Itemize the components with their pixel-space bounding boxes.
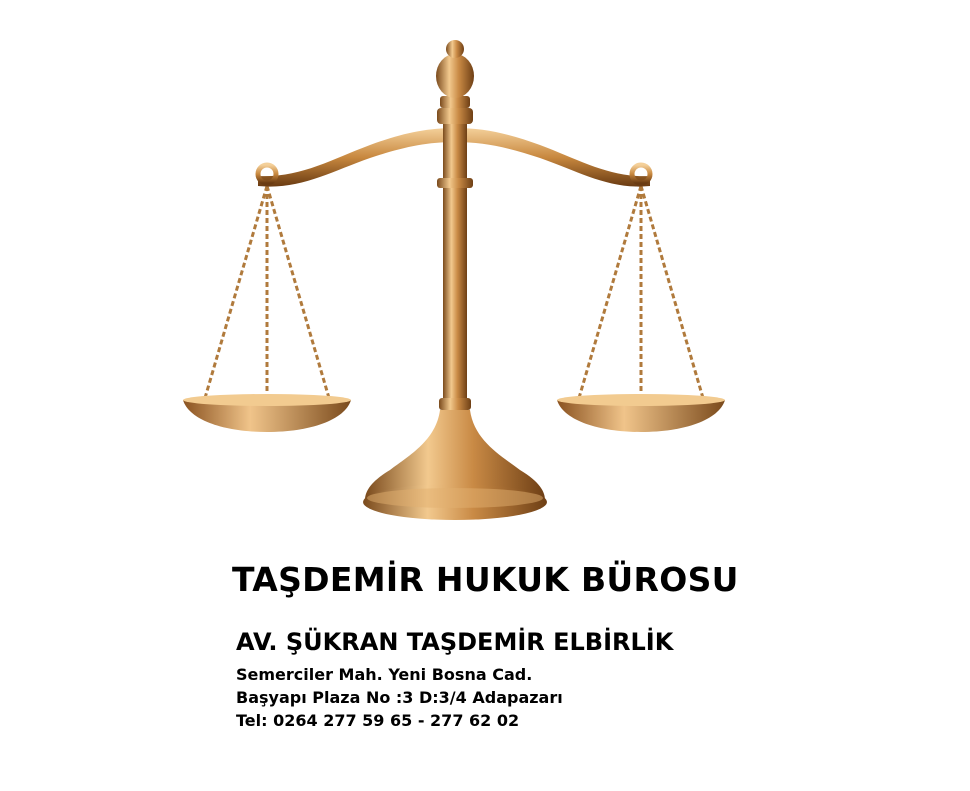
address-line-1: Semerciler Mah. Yeni Bosna Cad. — [236, 665, 533, 684]
firm-name: TAŞDEMİR HUKUK BÜROSU — [232, 560, 739, 599]
left-chains — [205, 186, 329, 402]
address-line-2: Başyapı Plaza No :3 D:3/4 Adapazarı — [236, 688, 563, 707]
right-pan — [557, 394, 725, 432]
phone-line: Tel: 0264 277 59 65 - 277 62 02 — [236, 711, 520, 730]
left-pan — [183, 394, 351, 432]
right-chains — [579, 186, 703, 402]
lawyer-name: AV. ŞÜKRAN TAŞDEMİR ELBİRLİK — [236, 628, 674, 656]
